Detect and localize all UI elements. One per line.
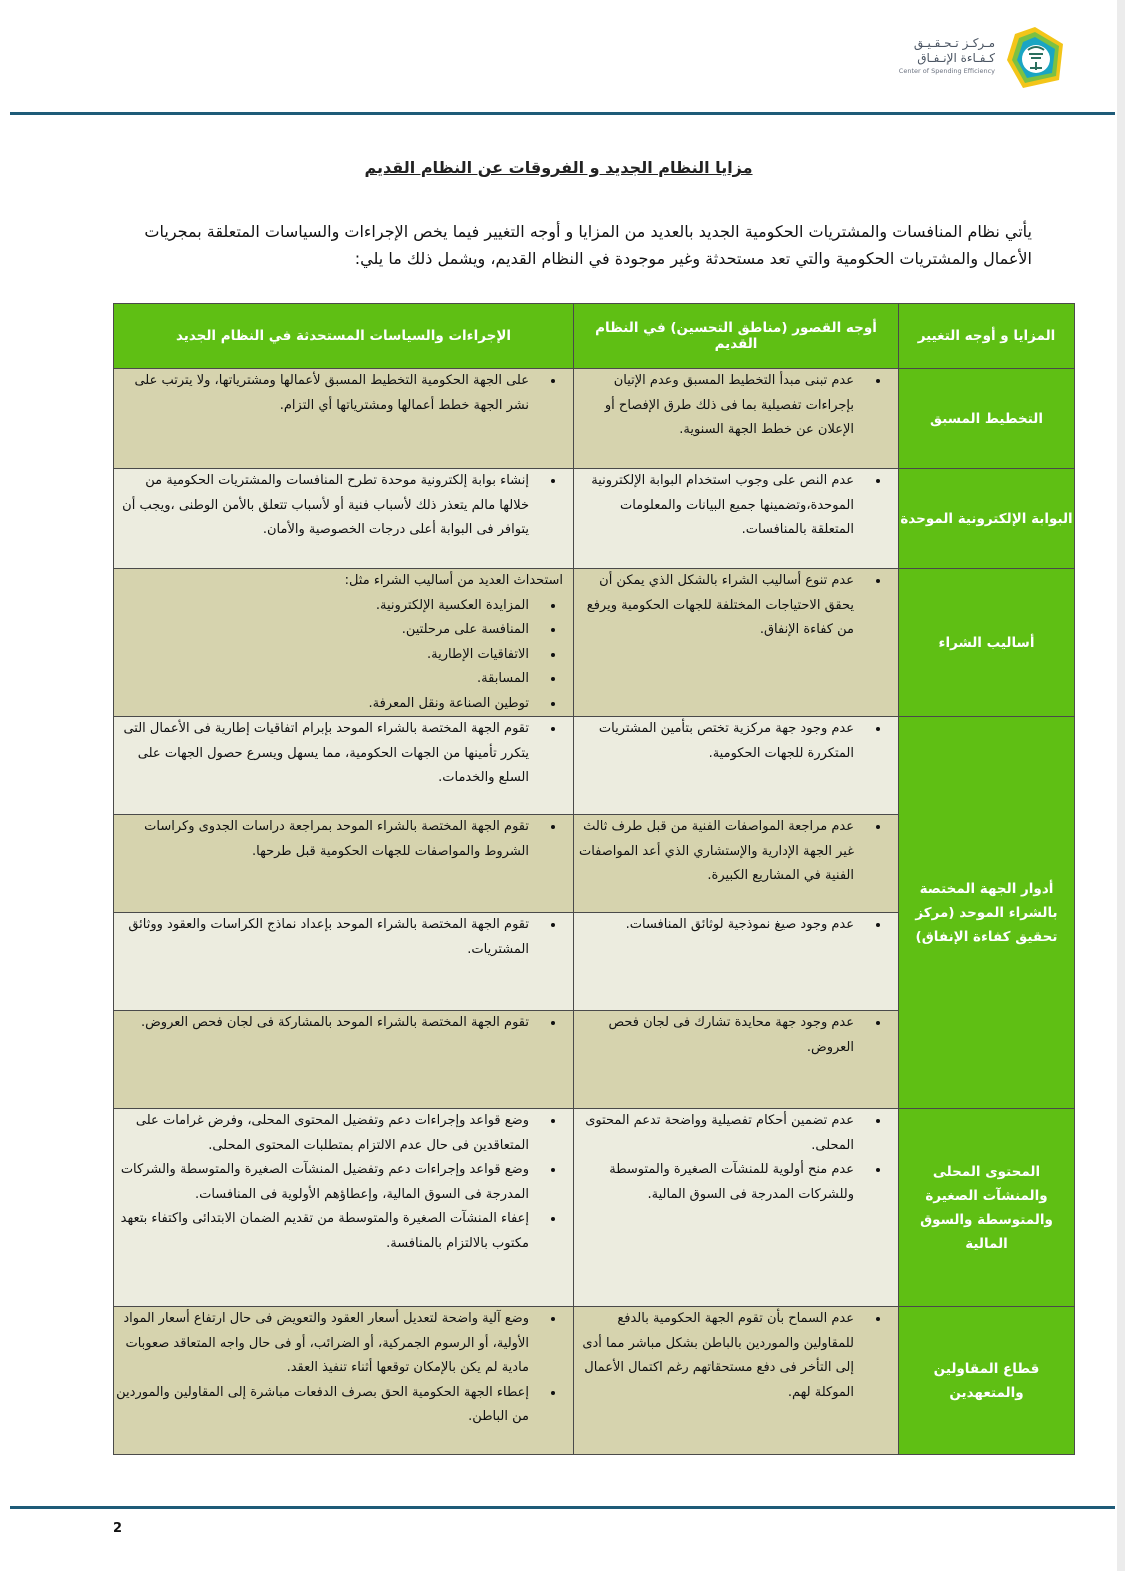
header-rule [10,112,1115,115]
new-cell [114,1109,574,1307]
list-item: • عدم وجود جهة محايدة تشارك فى لجان فحص العروض. [574,1011,866,1060]
old-cell [574,1307,899,1455]
list-item: • تقوم الجهة المختصة بالشراء الموحد بالمشاركة فى لجان فحص العروض. [114,1011,541,1036]
list-item: • إعفاء المنشآت الصغيرة والمتوسطة من تقديم الضمان الابتدائى واكتفاء بتعهد مكتوب بالالتزام بالمنافسة. [114,1207,541,1256]
page-title: مزايا النظام الجديد و الفروقات عن النظام القديم [364,158,753,177]
table-row [114,569,1075,717]
list-item: • الاتفاقيات الإطارية. [114,643,541,668]
table-row [114,717,1075,815]
list-item: • عدم السماح بأن تقوم الجهة الحكومية بالدفع للمقاولين والموردين بالباطن بشكل مباشر مما أدى إلى التأخر فى دفع مستحقاتهم رغم اكتمال الأعمال الموكلة لهم. [574,1307,866,1405]
intro-paragraph: يأتي نظام المنافسات والمشتريات الحكومية الجديد بالعديد من المزايا و أوجه التغيير فيما يخص الإجراءات والسياسات المتعلقة بمجريات الأعمال والمشتريات الحكومية والتي تعد مستحدثة وغير موجودة في النظام القديم، ويشمل ذلك ما يلي: [144,222,1032,268]
old-cell [574,1011,899,1109]
new-cell [114,569,574,717]
list-item: • المسابقة. [114,667,541,692]
old-cell [574,569,899,717]
feature-cell: البوابة الإلكترونية الموحدة [899,469,1075,569]
header-new-system: الإجراءات والسياسات المستحدثة في النظام الجديد [114,304,574,369]
list-item: • عدم تنوع أساليب الشراء بالشكل الذي يمكن أن يحقق الاحتياجات المختلفة للجهات الحكومية ويرفع من كفاءة الإنفاق. [574,569,866,643]
new-cell [114,815,574,913]
new-cell [114,913,574,1011]
center-logo-icon [1001,24,1069,92]
new-cell [114,369,574,469]
list-item: • عدم وجود جهة مركزية تختص بتأمين المشتريات المتكررة للجهات الحكومية. [574,717,866,766]
feature-cell: قطاع المقاولين والمتعهدين [899,1307,1075,1455]
list-item: • توطين الصناعة ونقل المعرفة. [114,692,541,717]
list-intro: استحداث العديد من أساليب الشراء مثل: [344,573,563,588]
old-cell [574,469,899,569]
list-item: • تقوم الجهة المختصة بالشراء الموحد بمراجعة دراسات الجدوى وكراسات الشروط والمواصفات للجهات الحكومية قبل طرحها. [114,815,541,864]
list-item: • عدم منح أولوية للمنشآت الصغيرة والمتوسطة وللشركات المدرجة فى السوق المالية. [574,1158,866,1207]
list-item: • على الجهة الحكومية التخطيط المسبق لأعمالها ومشترياتها، ولا يترتب على نشر الجهة خطط أعمالها ومشترياتها أي التزام. [114,369,541,418]
list-item: • المزايدة العكسية الإلكترونية. [114,594,541,619]
feature-cell: التخطيط المسبق [899,369,1075,469]
list-item: • إنشاء بوابة إلكترونية موحدة تطرح المنافسات والمشتريات الحكومية من خلالها مالم يتعذر ذلك لأسباب فنية أو لأسباب تتعلق بالأمن الوطنى ،ويجب أن يتوافر فى البوابة أعلى درجات الخصوصية والأمان. [114,469,541,543]
list-item: • تقوم الجهة المختصة بالشراء الموحد بإبرام اتفاقيات إطارية فى الأعمال التى يتكرر تأمينها من الجهات الحكومية، مما يسهل ويسرع حصول الجهات على السلع والخدمات. [114,717,541,791]
logo-line-3: Center of Spending Efficiency [898,67,995,75]
list-item: • عدم تبنى مبدأ التخطيط المسبق وعدم الإتيان بإجراءات تفصيلية بما فى ذلك طرق الإفصاح أو الإعلان عن خطط الجهة السنوية. [574,369,866,443]
feature-cell: المحتوى المحلى والمنشآت الصغيرة والمتوسطة والسوق المالية [899,1109,1075,1307]
new-cell [114,717,574,815]
feature-cell: أساليب الشراء [899,569,1075,717]
header-old-system: أوجه القصور (مناطق التحسين) في النظام القديم [574,304,899,369]
list-item: • عدم النص على وجوب استخدام البوابة الإلكترونية الموحدة،وتضمينها جميع البيانات والمعلومات المتعلقة بالمنافسات. [574,469,866,543]
old-cell [574,815,899,913]
table-row [114,1307,1075,1455]
new-cell [114,1011,574,1109]
comparison-table [113,303,1075,1455]
list-item: • إعطاء الجهة الحكومية الحق بصرف الدفعات مباشرة إلى المقاولين والموردين من الباطن. [114,1381,541,1430]
footer-rule [10,1506,1115,1509]
list-item: • عدم مراجعة المواصفات الفنية من قبل طرف ثالث غير الجهة الإدارية والإستشاري الذي أعد المواصفات الفنية في المشاريع الكبيرة. [574,815,866,889]
list-item: • المنافسة على مرحلتين. [114,618,541,643]
logo-line-1: مـركـز تـحـقـيـق [913,36,995,50]
list-item: • وضع قواعد وإجراءات دعم وتفضيل المحتوى المحلى، وفرض غرامات على المتعاقدين فى حال عدم الالتزام بمتطلبات المحتوى المحلى. [114,1109,541,1158]
header-feature: المزايا و أوجه التغيير [899,304,1075,369]
logo-text [895,36,995,76]
table-row [114,469,1075,569]
table-row [114,369,1075,469]
table-row [114,1109,1075,1307]
old-cell [574,717,899,815]
page-edge [1117,0,1125,1571]
new-cell [114,469,574,569]
list-item: • عدم وجود صيغ نموذجية لوثائق المنافسات. [574,913,866,938]
old-cell [574,913,899,1011]
table-header-row [114,304,1075,369]
new-cell [114,1307,574,1455]
feature-cell: أدوار الجهة المختصة بالشراء الموحد (مركز تحقيق كفاءة الإنفاق) [899,717,1075,1109]
page-number: 2 [113,1521,123,1536]
logo-line-2: كـفـاءة الإنـفـاق [917,51,995,65]
logo [895,22,1075,94]
list-item: • وضع قواعد وإجراءات دعم وتفضيل المنشآت الصغيرة والمتوسطة والشركات المدرجة فى السوق المالية، وإعطاؤهم الأولوية فى المنافسات. [114,1158,541,1207]
list-item: • عدم تضمين أحكام تفصيلية وواضحة تدعم المحتوى المحلى. [574,1109,866,1158]
list-item: • تقوم الجهة المختصة بالشراء الموحد بإعداد نماذج الكراسات والعقود ووثائق المشتريات. [114,913,541,962]
list-item: • وضع آلية واضحة لتعديل أسعار العقود والتعويض فى حال ارتفاع أسعار المواد الأولية، أو الرسوم الجمركية، أو الضرائب، أو فى حال واجه المتعاقد صعوبات مادية لم يكن بالإمكان توقعها أثناء تنفيذ العقد. [114,1307,541,1381]
old-cell [574,369,899,469]
old-cell [574,1109,899,1307]
